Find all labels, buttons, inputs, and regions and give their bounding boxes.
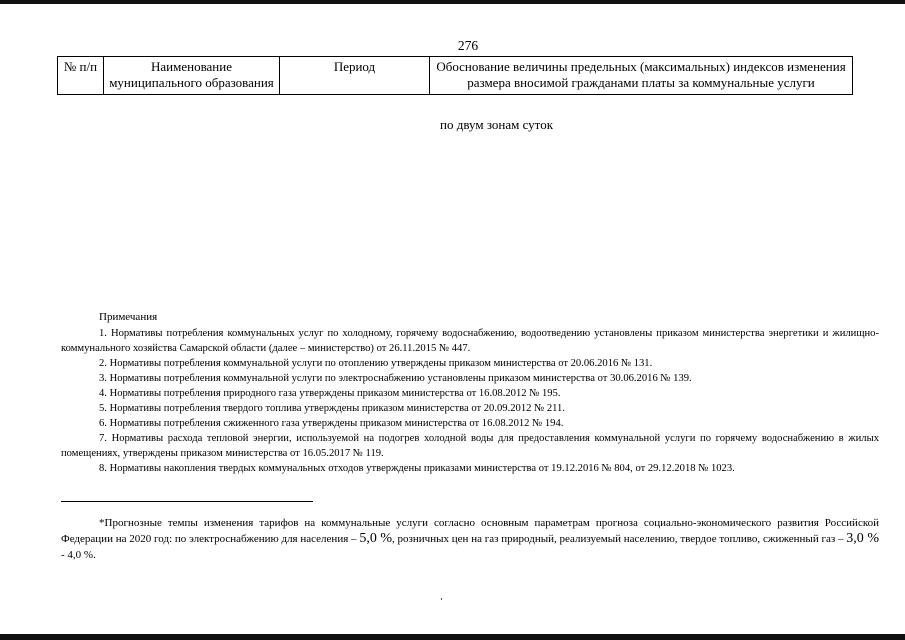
note-item: 4. Нормативы потребления природного газа утверждены приказом министерства от 16.08.2012 № 195.: [99, 388, 561, 399]
footnote-text-3: - 4,0 %.: [61, 549, 96, 561]
scan-bottom-edge: [0, 634, 905, 640]
scan-top-edge: [0, 0, 905, 4]
table-header: [57, 56, 853, 95]
note-item: 3. Нормативы потребления коммунальной услуги по электроснабжению установлены приказом министерства от 30.06.2016 № 139.: [99, 373, 692, 384]
footnote-text-2: , розничных цен на газ природный, реализуемый населению, твердое топливо, сжиженный газ –: [392, 533, 847, 545]
footnote-separator: [61, 501, 313, 502]
note-item: 7. Нормативы расхода тепловой энергии, используемой на подогрев холодной воды для предоставления коммунальной услуги по горячему водоснабжению в жилых помещениях, утверждены приказом министерства от 16.05.2017 № 119.: [61, 433, 879, 459]
notes-title: Примечания: [99, 311, 158, 323]
footnote-value-gas: 3,0 %: [846, 531, 879, 546]
scan-speck: [441, 598, 442, 600]
header-cell-basis: Обоснование величины предельных (максимальных) индексов изменения размера вносимой гражданами платы за коммунальные услуги: [430, 57, 853, 95]
footnote: [61, 515, 879, 563]
table-header-row: [58, 57, 853, 95]
note-item: 2. Нормативы потребления коммунальной услуги по отоплению утверждены приказом министерства от 20.06.2016 № 131.: [99, 358, 653, 369]
notes-section: [61, 310, 879, 476]
header-cell-period: Период: [280, 57, 430, 95]
note-item: 5. Нормативы потребления твердого топлива утверждены приказом министерства от 20.09.2012 № 211.: [99, 403, 565, 414]
footnote-text-1: *Прогнозные темпы изменения тарифов на коммунальные услуги согласно основным параметрам прогноза социально-экономического развития Российской Федерации на 2020 год: по электроснабжению для населения –: [61, 517, 879, 545]
note-item: 1. Нормативы потребления коммунальных услуг по холодному, горячему водоснабжению, водоотведению установлены приказом министерства энергетики и жилищно-коммунального хозяйства Самарской области (далее – министерство) от 26.11.2015 № 447.: [61, 328, 879, 354]
continuation-text: по двум зонам суток: [440, 117, 554, 132]
page-number: 276: [457, 38, 479, 53]
note-item: 6. Нормативы потребления сжиженного газа утверждены приказом министерства от 16.08.2012 № 194.: [99, 418, 564, 429]
note-item: 8. Нормативы накопления твердых коммунальных отходов утверждены приказами министерства от 19.12.2016 № 804, от 29.12.2018 № 1023.: [99, 463, 735, 474]
header-cell-num: № п/п: [58, 57, 104, 95]
header-cell-name: Наименование муниципального образования: [104, 57, 280, 95]
footnote-value-electricity: 5,0 %: [359, 531, 393, 546]
